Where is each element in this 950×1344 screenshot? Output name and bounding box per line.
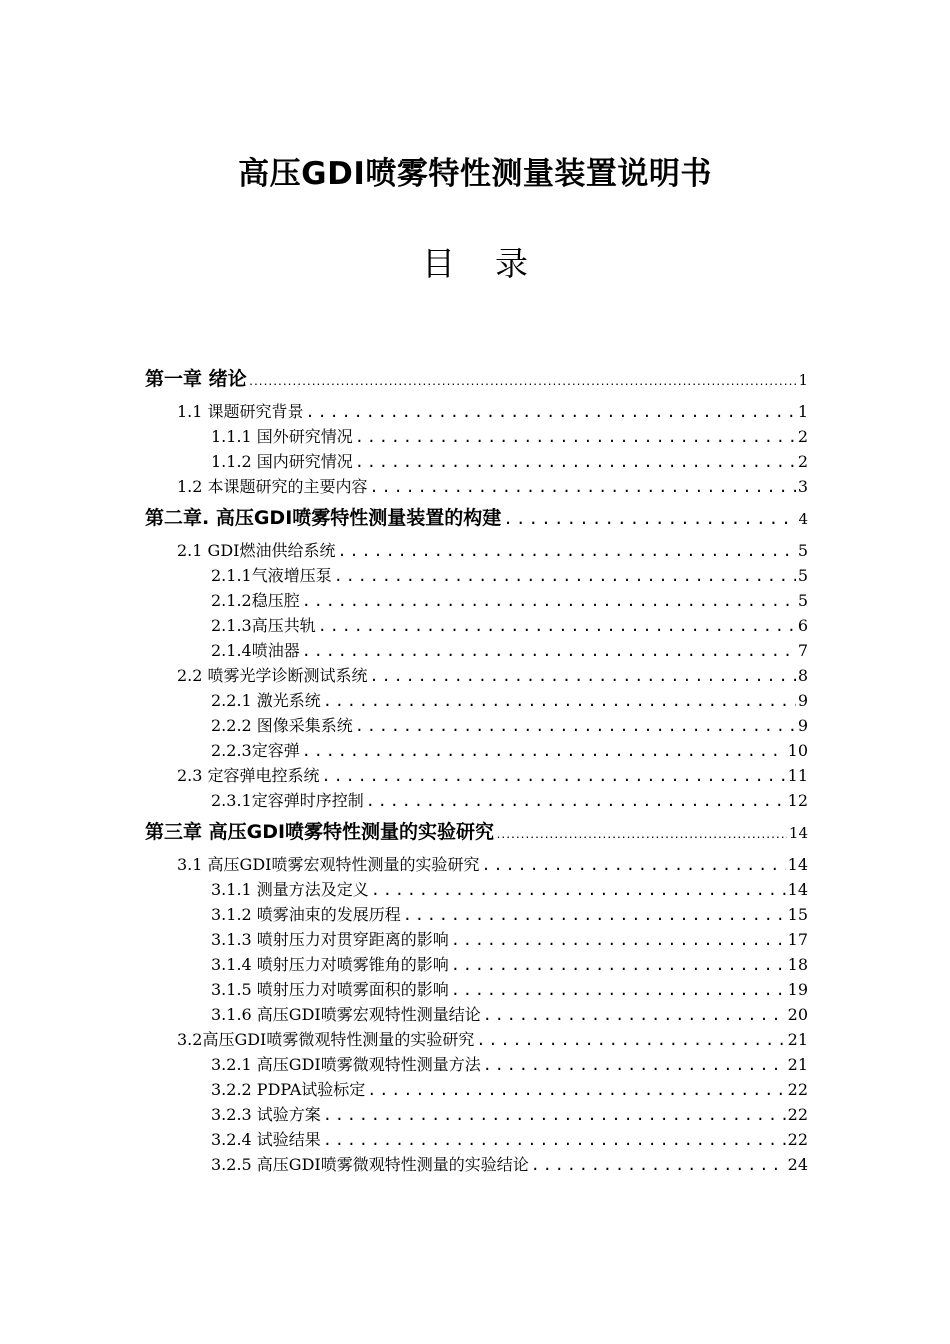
toc-page-number: 4: [798, 510, 808, 528]
toc-entry-label: 1.2 本课题研究的主要内容: [177, 477, 368, 496]
toc-entry-3-1-3[interactable]: [211, 927, 808, 952]
toc-entry-label: 3.1 高压GDI喷雾宏观特性测量的实验研究: [177, 855, 480, 874]
toc-page-number: 22: [787, 1105, 808, 1124]
dot-leader: [403, 903, 786, 928]
dot-leader: [337, 539, 795, 564]
toc-entry-label: 第二章. 高压GDI喷雾特性测量装置的构建: [145, 507, 502, 529]
dot-leader: [481, 853, 785, 878]
toc-entry-2-2[interactable]: [177, 663, 808, 688]
toc-entry-label: 3.1.5 喷射压力对喷雾面积的影响: [211, 980, 449, 999]
dot-leader: [355, 714, 796, 739]
toc-page-number: 1: [797, 402, 808, 421]
toc-entry-label: 2.1.3高压共轨: [211, 616, 316, 635]
toc-entry-2-3[interactable]: [177, 763, 808, 788]
toc-page-number: 11: [787, 766, 808, 785]
toc-entry-label: 3.2.3 试验方案: [211, 1105, 321, 1124]
toc-chapter-2[interactable]: [145, 503, 808, 533]
toc-entry-label: 2.3 定容弹电控系统: [177, 766, 320, 785]
table-of-contents: [0, 360, 950, 1177]
toc-entry-label: 2.1.4喷油器: [211, 641, 300, 660]
toc-entry-2-1-3[interactable]: [211, 613, 808, 638]
dot-leader: [483, 1053, 786, 1078]
toc-entry-3-2-1[interactable]: [211, 1052, 808, 1077]
dot-leader: [370, 475, 796, 500]
dot-leader: [323, 1103, 786, 1128]
toc-page-number: 5: [797, 591, 808, 610]
toc-page-number: 10: [787, 741, 808, 760]
toc-page-number: 17: [787, 930, 808, 949]
toc-page-number: 2: [797, 427, 808, 446]
toc-chapter-1[interactable]: [145, 364, 808, 394]
toc-entry-label: 3.2.1 高压GDI喷雾微观特性测量方法: [211, 1055, 481, 1074]
dot-leader: [334, 564, 796, 589]
dot-leader: [451, 928, 786, 953]
toc-entry-3-2-5[interactable]: [211, 1152, 808, 1177]
toc-entry-label: 3.2.2 PDPA试验标定: [211, 1080, 366, 1099]
toc-heading-char-1: 目: [422, 244, 455, 283]
dot-leader: [323, 689, 796, 714]
toc-page-number: 22: [787, 1130, 808, 1149]
toc-page-number: 21: [787, 1055, 808, 1074]
toc-page-number: 8: [797, 666, 808, 685]
toc-page-number: 3: [797, 477, 808, 496]
dot-leader: [318, 614, 796, 639]
dot-leader: [531, 1153, 786, 1178]
toc-entry-2-2-2[interactable]: [211, 713, 808, 738]
dot-leader: [355, 450, 796, 475]
toc-entry-1-1-2[interactable]: [211, 449, 808, 474]
toc-page-number: 1: [798, 371, 808, 389]
toc-entry-label: 2.1 GDI燃油供给系统: [177, 541, 336, 560]
dot-leader: [322, 764, 786, 789]
dot-leader: [302, 589, 796, 614]
toc-page-number: 5: [797, 566, 808, 585]
toc-entry-label: 第三章 高压GDI喷雾特性测量的实验研究: [145, 821, 495, 843]
toc-heading-char-2: 录: [495, 244, 528, 283]
dot-leader: [451, 978, 786, 1003]
toc-entry-label: 2.3.1定容弹时序控制: [211, 791, 364, 810]
toc-page-number: 5: [797, 541, 808, 560]
toc-entry-1-1[interactable]: [177, 399, 808, 424]
toc-page-number: 22: [787, 1080, 808, 1099]
dot-leader: [503, 504, 796, 534]
toc-entry-label: 3.1.2 喷雾油束的发展历程: [211, 905, 401, 924]
dot-leader: [302, 739, 786, 764]
toc-page-number: 14: [787, 855, 808, 874]
toc-entry-1-1-1[interactable]: [211, 424, 808, 449]
toc-entry-2-3-1[interactable]: [211, 788, 808, 813]
toc-page-number: 9: [797, 716, 808, 735]
document-title: 高压GDI喷雾特性测量装置说明书: [238, 156, 712, 192]
toc-entry-3-2-3[interactable]: [211, 1102, 808, 1127]
toc-entry-label: 1.1 课题研究背景: [177, 402, 304, 421]
toc-page-number: 14: [788, 824, 808, 842]
toc-entry-2-1-1[interactable]: [211, 563, 808, 588]
toc-entry-label: 1.1.1 国外研究情况: [211, 427, 353, 446]
toc-page-number: 6: [797, 616, 808, 635]
toc-entry-label: 3.1.6 高压GDI喷雾宏观特性测量结论: [211, 1005, 481, 1024]
toc-entry-1-2[interactable]: [177, 474, 808, 499]
toc-entry-3-1-5[interactable]: [211, 977, 808, 1002]
dot-leader: [249, 368, 797, 398]
toc-page-number: 9: [797, 691, 808, 710]
dot-leader: [476, 1028, 785, 1053]
toc-entry-label: 3.1.1 测量方法及定义: [211, 880, 369, 899]
toc-entry-3-1-4[interactable]: [211, 952, 808, 977]
toc-entry-2-2-1[interactable]: [211, 688, 808, 713]
toc-page-number: 14: [787, 880, 808, 899]
toc-entry-2-1-2[interactable]: [211, 588, 808, 613]
toc-entry-2-2-3[interactable]: [211, 738, 808, 763]
toc-entry-label: 3.2.4 试验结果: [211, 1130, 321, 1149]
toc-entry-3-1-6[interactable]: [211, 1002, 808, 1027]
dot-leader: [451, 953, 786, 978]
toc-entry-label: 2.2.3定容弹: [211, 741, 300, 760]
toc-page-number: 2: [797, 452, 808, 471]
dot-leader: [366, 789, 786, 814]
toc-page-number: 20: [787, 1005, 808, 1024]
toc-entry-3-1-1[interactable]: [211, 877, 808, 902]
toc-page-number: 7: [797, 641, 808, 660]
toc-entry-3-2[interactable]: [177, 1027, 808, 1052]
dot-leader: [483, 1003, 786, 1028]
dot-leader: [355, 425, 796, 450]
toc-entry-3-2-2[interactable]: [211, 1077, 808, 1102]
toc-entry-2-1-4[interactable]: [211, 638, 808, 663]
toc-entry-2-1[interactable]: [177, 538, 808, 563]
toc-entry-label: 3.1.3 喷射压力对贯穿距离的影响: [211, 930, 449, 949]
toc-entry-label: 2.2 喷雾光学诊断测试系统: [177, 666, 368, 685]
dot-leader: [370, 664, 796, 689]
toc-page-number: 24: [787, 1155, 808, 1174]
toc-entry-label: 2.1.2稳压腔: [211, 591, 300, 610]
dot-leader: [306, 400, 796, 425]
dot-leader: [367, 1078, 785, 1103]
toc-heading: [0, 238, 950, 285]
toc-chapter-3[interactable]: [145, 817, 808, 847]
toc-page-number: 19: [787, 980, 808, 999]
toc-entry-label: 2.1.1气液增压泵: [211, 566, 332, 585]
toc-page-number: 21: [787, 1030, 808, 1049]
toc-page-number: 15: [787, 905, 808, 924]
dot-leader: [371, 878, 786, 903]
toc-entry-label: 2.2.1 激光系统: [211, 691, 321, 710]
toc-entry-label: 3.2.5 高压GDI喷雾微观特性测量的实验结论: [211, 1155, 529, 1174]
toc-entry-label: 1.1.2 国内研究情况: [211, 452, 353, 471]
toc-entry-3-2-4[interactable]: [211, 1127, 808, 1152]
dot-leader: [323, 1128, 786, 1153]
toc-page-number: 12: [787, 791, 808, 810]
toc-entry-label: 3.1.4 喷射压力对喷雾锥角的影响: [211, 955, 449, 974]
toc-entry-label: 第一章 绪论: [145, 368, 247, 390]
dot-leader: [302, 639, 796, 664]
toc-entry-3-1-2[interactable]: [211, 902, 808, 927]
dot-leader: [496, 821, 787, 851]
toc-entry-label: 2.2.2 图像采集系统: [211, 716, 353, 735]
toc-entry-3-1[interactable]: [177, 852, 808, 877]
toc-entry-label: 3.2高压GDI喷雾微观特性测量的实验研究: [177, 1030, 475, 1049]
toc-page-number: 18: [787, 955, 808, 974]
